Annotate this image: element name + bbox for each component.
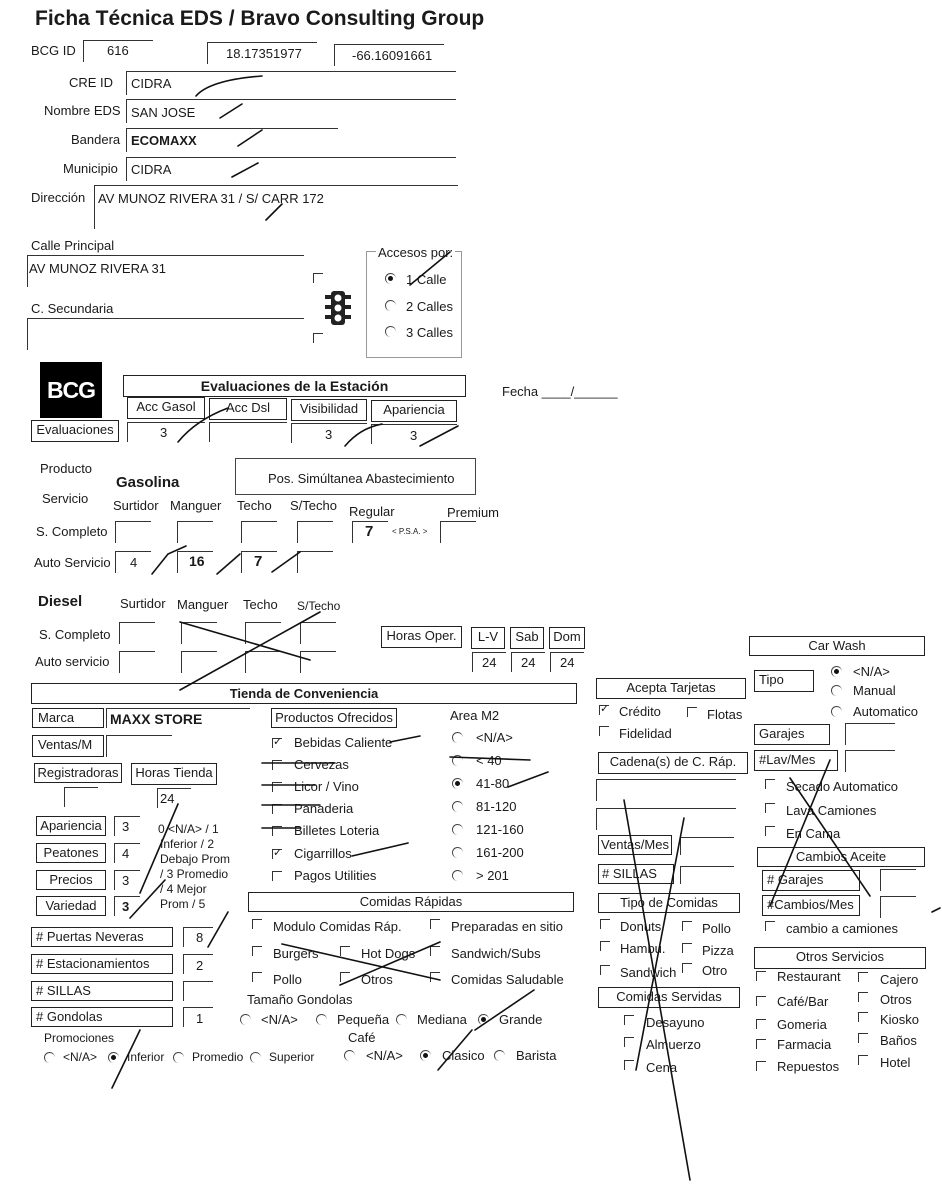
horas-oper-label: Horas Oper. [381,626,462,648]
accesos-option-3: 3 Calles [406,325,453,340]
otro-servicio-checkbox[interactable] [858,1012,868,1022]
marca-label: Marca [32,708,104,728]
premium-label: Premium [447,505,500,520]
comida-label: Preparadas en sitio [451,919,564,934]
comida-servida-label: Cena [646,1060,678,1075]
producto-label: Pagos Utilities [294,868,377,883]
area-radio[interactable] [452,778,463,789]
promocion-option-label: Promedio [192,1050,244,1064]
num-garajes-field[interactable] [880,869,916,891]
producto-checkbox[interactable] [272,804,282,814]
ventas-mes-label: Ventas/Mes [598,835,672,855]
tamano-radio[interactable] [316,1014,327,1025]
peatones-label: Peatones [36,843,106,863]
promocion-option-label: Inferior [127,1050,165,1064]
pos-simultanea-label: Pos. Simúltanea Abastecimiento [268,471,455,486]
bcg-logo: BCG [40,362,102,418]
diesel-as-manguer[interactable] [181,651,217,673]
diesel-as-techo[interactable] [245,651,281,673]
producto-label: Cigarrillos [294,846,352,861]
tamano-radio[interactable] [396,1014,407,1025]
tipo-comida-label: Pizza [702,943,734,958]
calle-principal-label: Calle Principal [31,238,115,253]
gas-row-autoservicio-label: Auto Servicio [34,555,111,570]
peatones-value: 4 [122,846,130,861]
tipo-comida-checkbox[interactable] [600,919,610,929]
area-option-label: 41-80 [476,776,510,791]
producto-checkbox[interactable] [272,826,282,836]
accesos-option-2: 2 Calles [406,299,453,314]
comida-checkbox[interactable] [430,919,440,929]
producto-label: Licor / Vino [294,779,359,794]
estacionamientos-value: 2 [196,958,204,973]
otro-servicio-label: Repuestos [777,1059,840,1074]
otro-servicio-label: Cajero [880,972,919,987]
mark-bebidas [390,736,420,742]
promocion-radio[interactable] [44,1052,55,1063]
otro-servicio-label: Otros [880,992,912,1007]
tipo-comida-label: Donuts [620,919,662,934]
accesos-radio-1[interactable] [385,273,396,284]
promocion-radio[interactable] [108,1052,119,1063]
evaluaciones-row-label: Evaluaciones [31,420,119,442]
comida-checkbox[interactable] [340,946,350,956]
tipo-comida-label: Sandwich [620,965,677,980]
cafe-radio[interactable] [494,1050,505,1061]
calle-principal-checkbox[interactable] [313,273,323,283]
cafe-option-label: <N/A> [366,1048,403,1063]
eval-col-acc-gasol: Acc Gasol [127,397,205,419]
comida-label: Sandwich/Subs [451,946,541,961]
otro-servicio-label: Gomeria [777,1017,827,1032]
eval-visibilidad-value: 3 [325,427,333,442]
productos-title: Productos Ofrecidos [271,708,397,728]
servicio-label: Servicio [42,491,89,506]
comida-servida-checkbox[interactable] [624,1037,634,1047]
otro-servicio-label: Café/Bar [777,994,829,1009]
estacionamientos-label: # Estacionamientos [31,954,173,974]
num-garajes-label: # Garajes [762,870,860,891]
tarjeta-flotas-label: Flotas [707,707,743,722]
horas-col-lv: L-V [471,627,505,649]
gas-col-surtidor: Surtidor [113,498,159,513]
producto-label: Cervezas [294,757,349,772]
csillas-field[interactable] [680,866,734,884]
accesos-option-1: 1 Calle [406,272,447,287]
otro-servicio-checkbox[interactable] [858,992,868,1002]
scale-line-1: 0 <N/A> / 1 [158,822,219,836]
tarjeta-fidelidad-checkbox[interactable] [599,726,609,736]
nombre-eds-label: Nombre EDS [44,103,121,118]
area-radio[interactable] [452,847,463,858]
csillas-label: # SILLAS [598,864,674,884]
scale-line-6: Prom / 5 [160,897,206,911]
diesel-sc-stecho[interactable] [300,622,336,644]
tamano-option-label: Mediana [417,1012,467,1027]
otro-servicio-checkbox[interactable] [756,1019,766,1029]
otro-servicio-label: Kiosko [880,1012,920,1027]
diesel-row-scompleto: S. Completo [39,627,111,642]
otro-servicio-checkbox[interactable] [858,972,868,982]
otro-servicio-label: Farmacia [777,1037,832,1052]
scale-line-3: Debajo Prom [160,852,231,866]
comida-checkbox[interactable] [340,972,350,982]
carwash-item-label: Lava Camiones [786,803,877,818]
gas-sc-techo[interactable] [241,521,277,543]
comida-label: Burgers [273,946,319,961]
eval-acc-gasol-value: 3 [160,425,168,440]
tamano-radio[interactable] [478,1014,489,1025]
area-radio[interactable] [452,732,463,743]
cadena-field-2[interactable] [596,808,736,830]
promocion-radio[interactable] [173,1052,184,1063]
comida-checkbox[interactable] [252,972,262,982]
tipo-comida-checkbox[interactable] [600,965,610,975]
cafe-radio[interactable] [420,1050,431,1061]
tipo-comida-checkbox[interactable] [600,941,610,951]
cre-id-label: CRE ID [69,75,114,90]
promocion-option-label: Superior [269,1050,315,1064]
cadena-field-1[interactable] [596,779,736,801]
producto-label: Panaderia [294,801,354,816]
carwash-item-checkbox[interactable] [765,779,775,789]
producto-checkbox[interactable]: ✓ [273,736,283,748]
lav-mes-label: #Lav/Mes [754,750,838,771]
tienda-title: Tienda de Conveniencia [31,683,577,704]
accesos-radio-3[interactable] [385,326,396,337]
registradoras-field[interactable] [64,787,98,807]
bcg-id-value: 616 [107,43,129,58]
gas-premium-field[interactable] [440,521,476,543]
traffic-light-icon [323,290,353,329]
tipo-comida-label: Pollo [702,921,731,936]
precios-label: Precios [36,870,106,890]
gas-sc-stecho[interactable] [297,521,333,543]
horas-lv-value: 24 [482,655,497,670]
calle-secundaria-label: C. Secundaria [31,301,114,316]
producto-checkbox[interactable] [272,782,282,792]
municipio-field[interactable] [126,157,456,181]
cafe-option-label: Barista [516,1048,557,1063]
cambio-camiones-checkbox[interactable] [765,921,775,931]
promociones-label: Promociones [44,1031,115,1045]
carwash-title: Car Wash [749,636,925,656]
horas-col-dom: Dom [549,627,585,649]
area-option-label: > 201 [476,868,509,883]
mark-area-4180 [508,772,548,787]
accesos-radio-2[interactable] [385,300,396,311]
cafe-label: Café [348,1030,376,1045]
tipo-comidas-label: Tipo de Comidas [598,893,740,913]
otro-servicio-checkbox[interactable] [756,1061,766,1071]
diesel-as-surtidor[interactable] [119,651,155,673]
carwash-item-label: En Cama [786,826,841,841]
cambios-aceite-title: Cambios Aceite [757,847,925,867]
calle-secundaria-field[interactable] [27,318,304,350]
carwash-tipo-label-opt: <N/A> [853,664,890,679]
producto-checkbox[interactable]: ✓ [273,847,283,859]
form-title: Ficha Técnica EDS / Bravo Consulting Group [35,7,485,30]
producto-label: Producto [40,461,93,476]
otro-servicio-checkbox[interactable] [858,1055,868,1065]
puertas-neveras-value: 8 [196,930,204,945]
eval-acc-dsl-field[interactable] [209,422,287,442]
carwash-item-label: Secado Automatico [786,779,899,794]
scale-line-5: / 4 Mejor [160,882,207,896]
otro-servicio-checkbox[interactable] [756,996,766,1006]
sillas-field[interactable] [183,981,213,1001]
otro-servicio-label: Hotel [880,1055,911,1070]
comidas-servidas-label: Comidas Servidas [598,987,740,1008]
tarjeta-credito-label: Crédito [619,704,661,719]
producto-checkbox[interactable] [272,871,282,881]
direccion-label: Dirección [31,190,86,205]
comidas-rapidas-title: Comidas Rápidas [248,892,574,912]
diesel-sc-manguer[interactable] [181,622,217,644]
cre-id-value: CIDRA [131,76,172,91]
bandera-value: ECOMAXX [131,133,197,148]
gondolas-label: # Gondolas [31,1007,173,1027]
comida-label: Modulo Comidas Ráp. [273,919,402,934]
gas-col-techo: Techo [237,498,272,513]
sillas-label: # SILLAS [31,981,173,1001]
comida-label: Hot Dogs [361,946,416,961]
horas-sab-value: 24 [521,655,536,670]
tamano-option-label: Pequeña [337,1012,390,1027]
promocion-radio[interactable] [250,1052,261,1063]
variedad-label: Variedad [36,896,106,916]
precios-value: 3 [122,873,130,888]
producto-label: Billetes Loteria [294,823,380,838]
horas-dom-value: 24 [560,655,575,670]
diesel-col-techo: Techo [243,597,278,612]
tamano-radio[interactable] [240,1014,251,1025]
producto-label: Bebidas Caliente [294,735,393,750]
tipo-comida-label: Otro [702,963,728,978]
gas-as-surtidor-value: 4 [130,555,138,570]
promocion-option-label: <N/A> [63,1050,98,1064]
tipo-comida-checkbox[interactable] [682,943,692,953]
area-radio[interactable] [452,801,463,812]
scale-line-2: Inferior / 2 [160,837,215,851]
regular-label: Regular [349,504,395,519]
otro-servicio-label: Restaurant [777,969,841,984]
otro-servicio-checkbox[interactable] [756,971,766,981]
marca-value: MAXX STORE [110,711,203,727]
psa-label: < P.S.A. > [392,527,428,536]
evaluaciones-title: Evaluaciones de la Estación [123,375,466,397]
scale-line-4: / 3 Promedio [160,867,229,881]
puertas-neveras-label: # Puertas Neveras [31,927,173,947]
gas-row-scompleto-label: S. Completo [36,524,108,539]
horas-tienda-label: Horas Tienda [131,763,217,785]
registradoras-label: Registradoras [34,763,122,783]
lav-mes-field[interactable] [845,750,895,772]
area-radio[interactable] [452,870,463,881]
fecha-label: Fecha ____/______ [502,384,618,399]
tarjeta-flotas-checkbox[interactable] [687,707,697,717]
eval-col-visibilidad: Visibilidad [291,399,367,421]
garajes-field[interactable] [845,723,895,745]
garajes-label: Garajes [754,724,830,745]
ventas-m-field[interactable] [106,735,172,757]
area-option-label: 161-200 [476,845,524,860]
carwash-tipo-radio[interactable] [831,706,842,717]
diesel-col-surtidor: Surtidor [120,596,166,611]
gondolas-value: 1 [196,1011,204,1026]
apariencia-value: 3 [122,819,130,834]
diesel-sc-techo[interactable] [245,622,281,644]
municipio-value: CIDRA [131,162,172,177]
comida-checkbox[interactable] [252,946,262,956]
num-cambios-field[interactable] [880,896,916,918]
tamano-option-label: <N/A> [261,1012,298,1027]
municipio-label: Municipio [63,161,118,176]
apariencia-label: Apariencia [36,816,106,836]
carwash-tipo-radio[interactable] [831,666,842,677]
carwash-item-checkbox[interactable] [765,826,775,836]
gas-col-manguer: Manguer [170,498,222,513]
longitude-value: -66.16091661 [352,48,433,63]
comida-label: Comidas Saludable [451,972,564,987]
eval-col-acc-dsl: Acc Dsl [209,398,287,420]
area-option-label: <N/A> [476,730,513,745]
comida-servida-label: Almuerzo [646,1037,701,1052]
gasolina-title: Gasolina [116,474,180,491]
diesel-row-autoservicio: Auto servicio [35,654,110,669]
nombre-eds-value: SAN JOSE [131,105,196,120]
comida-checkbox[interactable] [252,919,262,929]
area-option-label: 81-120 [476,799,517,814]
mark-edge [932,908,940,912]
gas-regular-value: 7 [365,523,374,540]
variedad-value: 3 [122,899,130,914]
gas-as-manguer-value: 16 [189,553,205,569]
otros-servicios-title: Otros Servicios [754,947,926,969]
tamano-option-label: Grande [499,1012,543,1027]
calle-principal-value: AV MUNOZ RIVERA 31 [29,261,167,276]
latitude-value: 18.17351977 [226,46,302,61]
ventas-m-label: Ventas/M [32,735,104,757]
tamano-gondolas-label: Tamaño Gondolas [247,992,353,1007]
producto-checkbox[interactable] [272,760,282,770]
gas-sc-manguer[interactable] [177,521,213,543]
diesel-col-manguer: Manguer [177,597,229,612]
cafe-radio[interactable] [344,1050,355,1061]
cadena-label: Cadena(s) de C. Ráp. [598,752,748,774]
calle-secundaria-checkbox[interactable] [313,333,323,343]
area-option-label: 121-160 [476,822,524,837]
area-radio[interactable] [452,755,463,766]
gas-sc-surtidor[interactable] [115,521,151,543]
tarjeta-credito-checkbox[interactable]: ✓ [600,703,610,715]
carwash-tipo-label: Tipo [754,670,814,692]
cre-id-field[interactable] [126,71,456,95]
comida-label: Otros [361,972,393,987]
comida-checkbox[interactable] [430,972,440,982]
otro-servicio-checkbox[interactable] [756,1039,766,1049]
area-option-label: < 40 [476,753,502,768]
comida-servida-checkbox[interactable] [624,1060,634,1070]
diesel-as-stecho[interactable] [300,651,336,673]
otro-servicio-label: Baños [880,1033,917,1048]
num-cambios-label: #Cambios/Mes [762,895,860,916]
diesel-title: Diesel [38,593,83,610]
accesos-title: Accesos por: [378,245,454,260]
mark-cigarrillos [352,843,408,856]
otro-servicio-checkbox[interactable] [858,1033,868,1043]
carwash-tipo-label-opt: Automatico [853,704,919,719]
comida-checkbox[interactable] [430,946,440,956]
tipo-comida-checkbox[interactable] [682,963,692,973]
diesel-col-stecho: S/Techo [297,599,341,613]
gas-as-stecho[interactable] [297,551,333,573]
carwash-tipo-radio[interactable] [831,685,842,696]
gas-as-techo-value: 7 [254,553,263,570]
horas-tienda-value: 24 [160,791,175,806]
bcg-id-label: BCG ID [31,43,76,58]
comida-servida-label: Desayuno [646,1015,705,1030]
direccion-value: AV MUNOZ RIVERA 31 / S/ CARR 172 [98,191,324,206]
mark-gas-2 [217,554,240,574]
cambio-camiones-label: cambio a camiones [786,921,898,936]
area-title: Area M2 [450,708,500,723]
cafe-option-label: Clasico [442,1048,485,1063]
tarjeta-fidelidad-label: Fidelidad [619,726,672,741]
bandera-label: Bandera [71,132,121,147]
tarjetas-title: Acepta Tarjetas [596,678,746,699]
diesel-sc-surtidor[interactable] [119,622,155,644]
area-radio[interactable] [452,824,463,835]
tipo-comida-checkbox[interactable] [682,921,692,931]
comida-servida-checkbox[interactable] [624,1015,634,1025]
ventas-mes-field[interactable] [680,837,734,855]
comida-label: Pollo [273,972,302,987]
gas-col-stecho: S/Techo [290,498,337,513]
horas-col-sab: Sab [510,627,544,649]
carwash-tipo-label-opt: Manual [853,683,896,698]
eval-apariencia-value: 3 [410,428,418,443]
tipo-comida-label: Hambu. [620,941,666,956]
carwash-item-checkbox[interactable] [765,803,775,813]
eval-col-apariencia: Apariencia [371,400,457,422]
